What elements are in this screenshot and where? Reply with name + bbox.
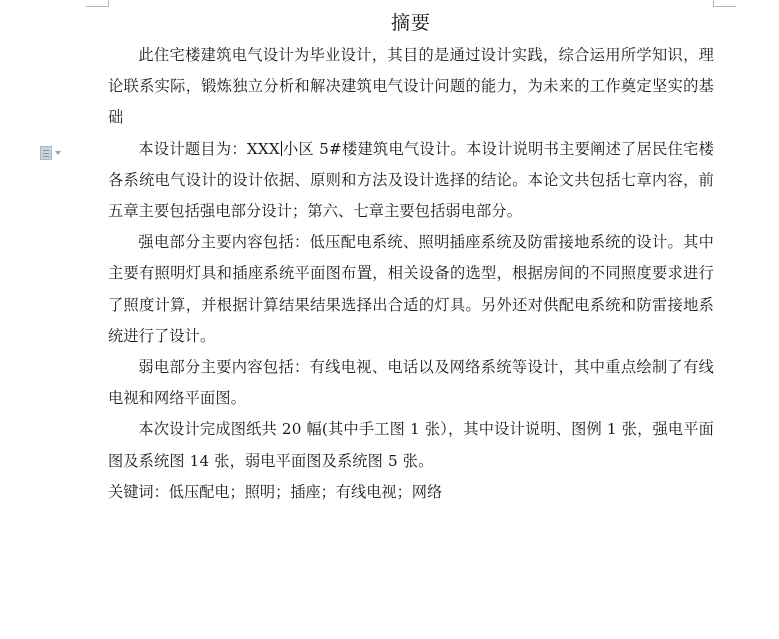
abstract-paragraph-4: 弱电部分主要内容包括：有线电视、电话以及网络系统等设计，其中重点绘制了有线电视和网络平面图。 <box>108 358 714 408</box>
paragraph-2-text-start: 本设计题目为：XXX <box>138 139 280 158</box>
abstract-paragraph-2 <box>108 134 714 228</box>
page-corner-mark-left <box>86 0 109 7</box>
abstract-paragraph-5: 本次设计完成图纸共 20 幅(其中手工图 1 张），其中设计说明、图例 1 张，强电平面图及系统图 14 张，弱电平面图及系统图 5 张。 <box>108 420 714 470</box>
abstract-paragraph-1: 此住宅楼建筑电气设计为毕业设计，其目的是通过设计实践，综合运用所学知识，理论联系实际，锻炼独立分析和解决建筑电气设计问题的能力，为未来的工作奠定坚实的基础 <box>108 46 714 127</box>
keywords-line: 关键词：低压配电；照明；插座；有线电视；网络 <box>108 482 443 501</box>
document-page[interactable] <box>108 8 714 508</box>
page-corner-mark-right <box>713 0 736 7</box>
chevron-down-icon <box>55 151 61 155</box>
abstract-paragraph-3: 强电部分主要内容包括：低压配电系统、照明插座系统及防雷接地系统的设计。其中主要有照明灯具和插座系统平面图布置，相关设备的选型，根据房间的不同照度要求进行了照度计算，并根据计算结果结果选择出合适的灯具。另外还对供配电系统和防雷接地系统进行了设计。 <box>108 233 714 345</box>
document-icon <box>40 146 52 160</box>
paragraph-options-button[interactable] <box>40 145 70 161</box>
page-title: 摘要 <box>390 12 431 34</box>
paragraph-2-text-end: 小区 5#楼建筑电气设计。本设计说明书主要阐述了居民住宅楼各系统电气设计的设计依据、原则和方法及设计选择的结论。本论文共包括七章内容，前五章主要包括强电部分设计；第六、七章主要包括弱电部分。 <box>108 139 714 221</box>
text-cursor <box>281 141 282 156</box>
